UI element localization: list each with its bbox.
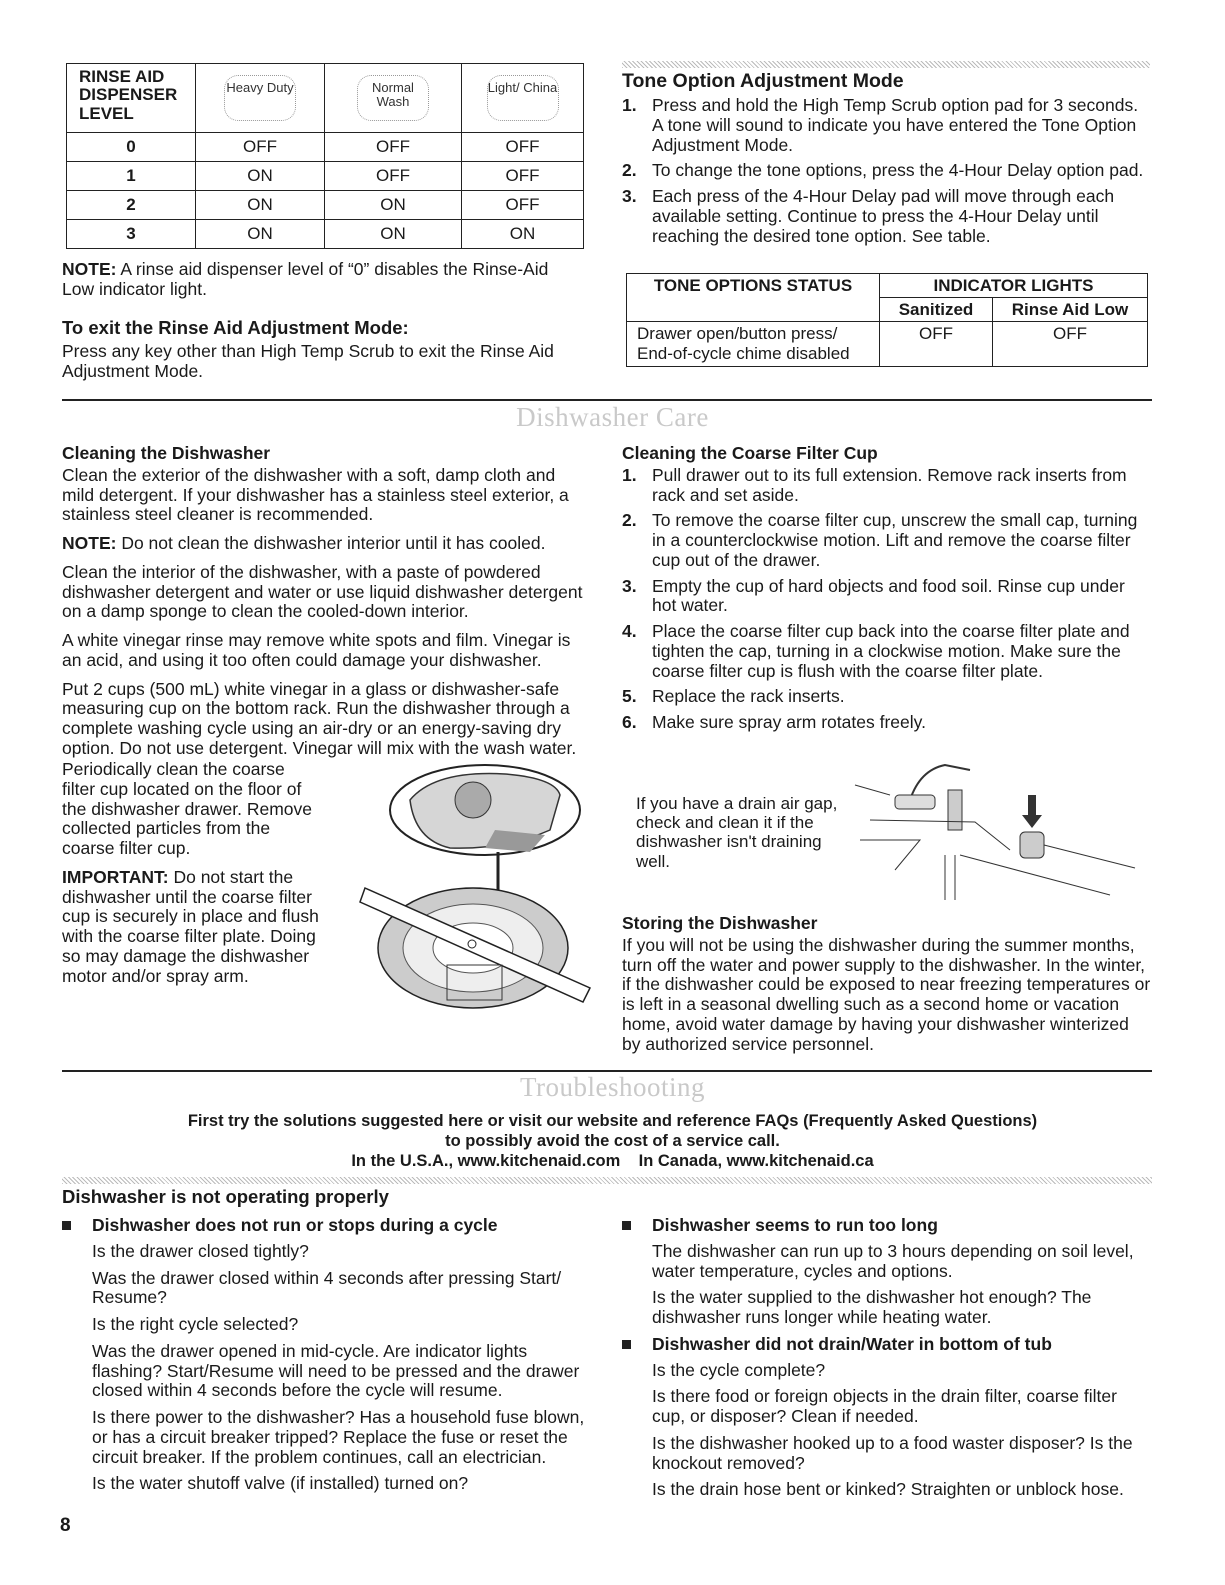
cleaning-heading: Cleaning the Dishwasher: [62, 443, 271, 463]
tone-options-table: TONE OPTIONS STATUS INDICATOR LIGHTS Sanitized Rinse Aid Low Drawer open/button press/ End-of-cycle chime disabled OFF OFF: [626, 273, 1148, 367]
hatch-divider: [62, 1177, 1152, 1184]
tone-heading: Tone Option Adjustment Mode: [622, 70, 904, 92]
table-row: 1 ON OFF OFF: [67, 162, 584, 191]
light-china-pad-icon: Light/ China: [487, 75, 559, 121]
bullet-heading: Dishwasher did not drain/Water in bottom of tub: [622, 1335, 1152, 1355]
list-item: 3. Each press of the 4-Hour Delay pad will move through each available setting. Continue to press the 4-Hour Delay until reaching the desired tone option. See table.: [622, 186, 1115, 246]
troubleshooting-title: Troubleshooting: [519, 1072, 706, 1102]
list-item: 2. To change the tone options, press the 4-Hour Delay option pad.: [622, 160, 1144, 181]
section-rule: [62, 399, 1152, 401]
page-number: 8: [60, 1515, 71, 1536]
care-section-title: Dishwasher Care: [516, 402, 709, 432]
list-item: 4. Place the coarse filter cup back into the coarse filter plate and tighten the cap, turning in a clockwise motion. Make sure the coarse filter cup is flush with the coarse filter plate.: [622, 621, 1130, 681]
drain-air-gap-illustration: [850, 760, 1140, 910]
rinse-note: NOTE: A rinse aid dispenser level of “0” disables the Rinse-Aid Low indicator light.: [62, 259, 549, 299]
storing-heading: Storing the Dishwasher: [622, 913, 818, 933]
bullet-heading: Dishwasher does not run or stops during a cycle: [62, 1216, 592, 1236]
list-item: 1. Press and hold the High Temp Scrub option pad for 3 seconds. A tone will sound to indicate you have entered the Tone Option Adjustment Mode.: [622, 95, 1139, 155]
trouble-right-column: Dishwasher seems to run too long The dishwasher can run up to 3 hours depending on soil level, water temperature, cycles and options. Is the water supplied to the dishwasher hot enough? The dishwasher runs longer while heating water. Dishwasher did not drain/Water in bottom of tub Is the cycle complete? Is there food or foreign objects in the drain filter, coarse filter cup, or disposer? Clean if needed. Is the dishwasher hooked up to a food waster disposer? Is the knockout removed? Is the drain hose bent or kinked? Straighten or unblock hose.: [622, 1216, 1152, 1507]
tone-steps: [622, 96, 1150, 252]
care-left-column: Cleaning the Dishwasher Clean the exterior of the dishwasher with a soft, damp cloth and mild detergent. If your dishwasher has a stainless steel exterior, a stainless steel cleaner is recommended. NOTE: Do not clean the dishwasher interior until it has cooled. Clean the interior of the dishwasher, with a paste of powdered dishwasher detergent and water or use liquid dishwasher detergent on a damp sponge to clean the cooled-down interior. A white vinegar rinse may remove white spots and film. Vinegar is an acid, and using it too often could damage your dishwasher. Put 2 cups (500 mL) white vinegar in a glass or dishwasher-safe measuring cup on the bottom rack. Run the dishwasher through a complete washing cycle using an air-dry or an energy-saving dry option. Do not use detergent. Vinegar will mix with the wash water.: [62, 444, 588, 768]
rinse-table-header: RINSE AID DISPENSER LEVEL: [67, 64, 196, 133]
table-row: 0 OFF OFF OFF: [67, 133, 584, 162]
trouble-left-column: Dishwasher does not run or stops during a cycle Is the drawer closed tightly? Was the drawer closed within 4 seconds after pressing Start/ Resume? Is the right cycle selected? Was the drawer opened in mid-cycle. Are indicator lights flashing? Start/Resume will need to be pressed and the drawer closed within 4 seconds before the cycle will resume. Is there power to the dishwasher? Has a household fuse blown, or has a circuit breaker tripped? Replace the fuse or reset the circuit breaker. If the problem continues, call an electrician. Is the water shutoff valve (if installed) turned on?: [62, 1216, 592, 1501]
air-gap-text: If you have a drain air gap, check and clean it if the dishwasher isn't draining well.: [636, 794, 838, 871]
hatch-divider: [622, 61, 1150, 68]
table-row: Drawer open/button press/ End-of-cycle chime disabled OFF OFF: [627, 322, 1148, 367]
not-operating-heading: Dishwasher is not operating properly: [62, 1186, 389, 1207]
list-item: 1. Pull drawer out to its full extension. Remove rack inserts from rack and set aside.: [622, 464, 1127, 505]
filter-note: Periodically clean the coarse filter cup located on the floor of the dishwasher drawer. Remove collected particles from the coarse filter cup. IMPORTANT: Do not start the dishwasher until the coarse filter cup is securely in place and flush with the coarse filter plate. Doing so may damage the dishwasher motor and/or spray arm.: [62, 759, 319, 986]
coarse-filter-illustration: [355, 760, 605, 1020]
table-row: 3 ON ON ON: [67, 220, 584, 249]
list-item: 3. Empty the cup of hard objects and food soil. Rinse cup under hot water.: [622, 575, 1125, 616]
exit-rinse-text: Press any key other than High Temp Scrub to exit the Rinse Aid Adjustment Mode.: [62, 341, 554, 381]
bullet-heading: Dishwasher seems to run too long: [622, 1216, 1152, 1236]
normal-wash-pad-icon: Normal Wash: [357, 75, 429, 121]
storing-section: Storing the Dishwasher If you will not be using the dishwasher during the summer months, turn off the water and power supply to the dishwasher. In the winter, if the dishwasher could be exposed to near freezing temperatures or is left in a seasonal dwelling such as a second home or vacation home, avoid water damage by having your dishwasher winterized by authorized service personnel.: [622, 913, 1151, 1054]
rinse-aid-table: [66, 63, 584, 249]
list-item: 6. Make sure spray arm rotates freely.: [622, 712, 926, 733]
care-right-column: [622, 444, 1150, 739]
troubleshooting-intro: First try the solutions suggested here or visit our website and reference FAQs (Frequently Asked Questions) to possibly avoid the cost of a service call. In the U.S.A., www.kitchenaid.com In Canada, www.kitchenaid.ca: [187, 1112, 1038, 1171]
list-item: 2. To remove the coarse filter cup, unscrew the small cap, turning in a counterclockwise motion. Lift and remove the coarse filter cup out of the drawer.: [622, 510, 1138, 570]
filter-heading: Cleaning the Coarse Filter Cup: [622, 443, 878, 463]
exit-rinse-heading: To exit the Rinse Aid Adjustment Mode:: [62, 317, 409, 338]
filter-steps: [622, 466, 1150, 733]
list-item: 5. Replace the rack inserts.: [622, 686, 845, 707]
heavy-duty-pad-icon: Heavy Duty: [224, 75, 296, 121]
table-row: 2 ON ON OFF: [67, 191, 584, 220]
